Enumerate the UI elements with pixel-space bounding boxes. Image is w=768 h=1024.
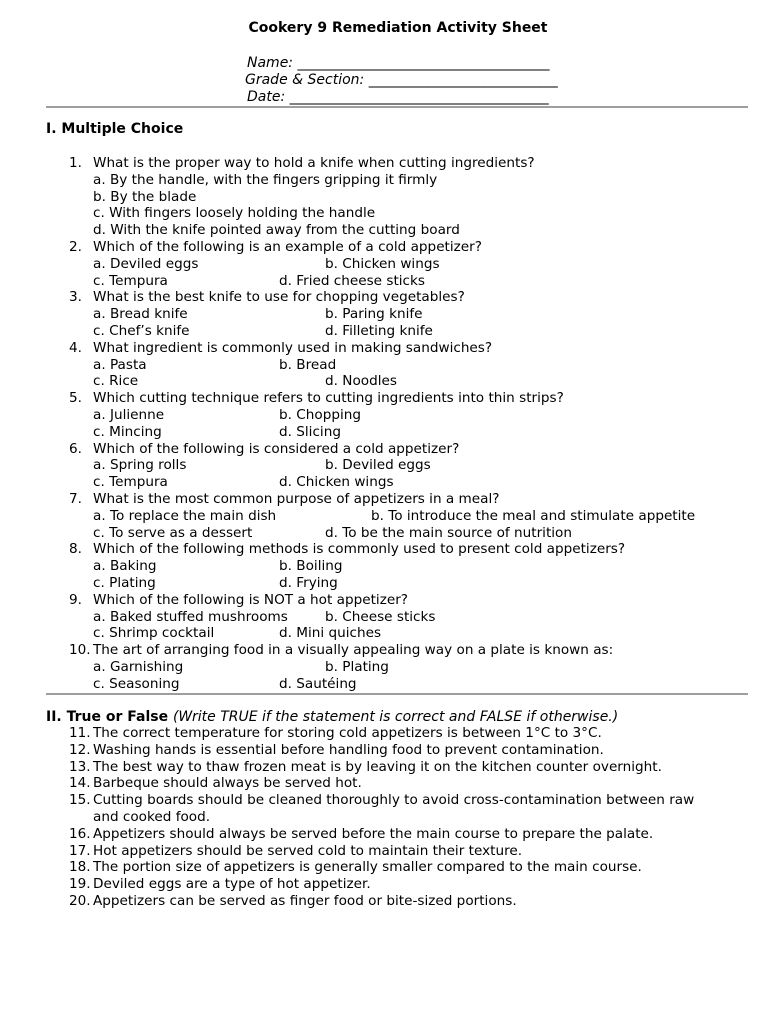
answer-option: a. Julienne (93, 407, 165, 423)
answer-option: a. Deviled eggs (93, 255, 199, 272)
answer-option: c. Shrimp cocktail (93, 625, 215, 642)
answer-option: a. Baking (93, 558, 157, 575)
question-number: 9. (69, 591, 82, 608)
answer-option: b. Bread (279, 356, 337, 373)
answer-option: d. To be the main source of nutrition (325, 524, 572, 541)
answer-option: a. Baked stuffed mushrooms (93, 608, 288, 625)
statement-number: 20. (69, 893, 91, 909)
answer-option: b. Chicken wings (325, 255, 440, 272)
answer-row (0, 306, 768, 323)
answer-row (0, 273, 768, 290)
grade-section-label: Grade & Section: (245, 72, 365, 88)
section-title-multiple-choice: I. Multiple Choice (46, 121, 184, 137)
statement-text: Barbeque should always be served hot. (93, 775, 362, 792)
answer-option: d. With the knife pointed away from the cutting board (93, 222, 460, 239)
answer-option: d. Frying (279, 575, 338, 591)
answer-option: b. By the blade (93, 188, 197, 205)
statement-item (0, 725, 768, 742)
answer-row (0, 457, 768, 474)
question-text: Which of the following is considered a cold appetizer? (93, 440, 460, 457)
answer-row (0, 508, 768, 525)
question-text: Which of the following methods is commonly used to present cold appetizers? (93, 541, 626, 558)
question-number: 1. (69, 155, 82, 171)
answer-option: b. Chopping (279, 407, 361, 423)
section-instruction: (Write TRUE if the statement is correct and FALSE if otherwise.) (172, 709, 619, 725)
answer-option: d. Filleting knife (325, 323, 433, 339)
question-item (0, 239, 768, 256)
question-item (0, 541, 768, 558)
question-text: The art of arranging food in a visually appealing way on a plate is known as: (93, 642, 614, 659)
statement-text: Appetizers can be served as finger food or bite-sized portions. (93, 893, 517, 909)
statement-text: The portion size of appetizers is generally smaller compared to the main course. (93, 859, 642, 876)
name-field (247, 55, 549, 71)
divider (46, 106, 748, 108)
answer-option: a. To replace the main dish (93, 507, 277, 524)
statement-item (0, 759, 768, 776)
question-number: 3. (69, 289, 82, 306)
answer-row (0, 323, 768, 340)
date-label: Date: (247, 89, 286, 105)
divider (46, 693, 748, 695)
statement-number: 15. (69, 792, 91, 809)
answer-option: b. Paring knife (325, 306, 423, 323)
question-text: What is the best knife to use for chopping vegetables? (93, 289, 465, 306)
section-title-true-false (46, 709, 618, 725)
statement-item (0, 775, 768, 792)
statement-text: Cutting boards should be cleaned thoroughly to avoid cross-contamination between raw (93, 792, 695, 809)
answer-row (0, 424, 768, 441)
answer-option: b. Cheese sticks (325, 608, 436, 625)
statement-item (0, 792, 768, 809)
question-text: What ingredient is commonly used in making sandwiches? (93, 339, 493, 356)
answer-option: b. Boiling (279, 558, 343, 575)
answer-option: d. Chicken wings (279, 474, 394, 491)
name-label: Name: (247, 55, 294, 71)
name-blank[interactable]: ____________________________________ (297, 55, 550, 71)
question-item (0, 642, 768, 659)
answer-option: d. Sautéing (279, 675, 357, 692)
question-number: 7. (69, 491, 82, 507)
statement-text: Deviled eggs are a type of hot appetizer. (93, 876, 371, 893)
statement-item (0, 742, 768, 759)
question-number: 6. (69, 440, 82, 457)
answer-row (0, 357, 768, 374)
statement-item (0, 876, 768, 893)
statement-number: 19. (69, 876, 91, 893)
answer-row (0, 575, 768, 592)
question-item (0, 390, 768, 407)
question-item (0, 340, 768, 357)
statement-text-continued: and cooked food. (93, 809, 211, 825)
answer-row (0, 676, 768, 693)
answer-option: a. Spring rolls (93, 457, 187, 474)
statement-number: 16. (69, 825, 91, 842)
question-text: What is the proper way to hold a knife when cutting ingredients? (93, 155, 535, 171)
statement-number: 18. (69, 859, 91, 876)
answer-option: c. Tempura (93, 272, 168, 289)
answer-row (0, 373, 768, 390)
answer-option: c. Chef’s knife (93, 323, 190, 339)
answer-option: c. To serve as a dessert (93, 524, 253, 541)
answer-row (0, 474, 768, 491)
answer-row (0, 407, 768, 424)
grade-section-blank[interactable]: ___________________________ (368, 72, 558, 88)
question-item (0, 441, 768, 458)
statement-number: 11. (69, 725, 91, 741)
statement-number: 17. (69, 842, 91, 859)
statement-text: The correct temperature for storing cold appetizers is between 1°C to 3°C. (93, 725, 602, 741)
answer-option: b. Plating (325, 659, 389, 675)
answer-option: c. Plating (93, 575, 156, 591)
statement-item (0, 826, 768, 843)
statement-number: 14. (69, 775, 91, 792)
answer-row (0, 659, 768, 676)
answer-option: a. Pasta (93, 356, 147, 373)
date-blank[interactable]: _____________________________________ (289, 89, 549, 105)
statement-item (0, 893, 768, 910)
section-title-label: II. True or False (46, 709, 169, 725)
statement-item (0, 843, 768, 860)
answer-option: d. Noodles (325, 373, 397, 390)
question-number: 10. (69, 642, 91, 659)
statement-number: 13. (69, 758, 91, 775)
answer-option: c. Mincing (93, 423, 162, 440)
question-text: What is the most common purpose of appetizers in a meal? (93, 491, 500, 507)
statement-text: Hot appetizers should be served cold to maintain their texture. (93, 842, 523, 859)
answer-row (0, 256, 768, 273)
answer-option: c. Tempura (93, 474, 168, 491)
answer-option: a. By the handle, with the fingers gripping it firmly (93, 171, 438, 188)
statement-text: Washing hands is essential before handling food to prevent contamination. (93, 741, 604, 758)
question-number: 8. (69, 541, 82, 558)
answer-option: a. Bread knife (93, 306, 188, 323)
question-text: Which cutting technique refers to cutting ingredients into thin strips? (93, 390, 564, 407)
answer-option: d. Slicing (279, 423, 341, 440)
question-item (0, 155, 768, 172)
answer-option: c. With fingers loosely holding the handle (93, 205, 376, 222)
statement-item (0, 859, 768, 876)
question-number: 2. (69, 239, 82, 255)
statement-text: The best way to thaw frozen meat is by leaving it on the kitchen counter overnight. (93, 758, 662, 775)
answer-row (0, 625, 768, 642)
answer-option: a. Garnishing (93, 659, 184, 675)
question-text: Which of the following is NOT a hot appetizer? (93, 591, 408, 608)
answer-row (0, 609, 768, 626)
answer-option: c. Seasoning (93, 675, 180, 692)
answer-option: b. Deviled eggs (325, 457, 431, 474)
answer-option: b. To introduce the meal and stimulate appetite (371, 507, 696, 524)
page-title: Cookery 9 Remediation Activity Sheet (248, 20, 548, 36)
answer-row (0, 558, 768, 575)
answer-option: d. Mini quiches (279, 625, 382, 642)
date-field (247, 89, 549, 105)
answer-option: d. Fried cheese sticks (279, 272, 425, 289)
question-item (0, 289, 768, 306)
statement-text: Appetizers should always be served before the main course to prepare the palate. (93, 825, 654, 842)
answer-option: c. Rice (93, 373, 139, 390)
question-text: Which of the following is an example of a cold appetizer? (93, 239, 482, 255)
question-number: 4. (69, 339, 82, 356)
question-item (0, 491, 768, 508)
grade-section-field (245, 72, 558, 88)
answer-row (0, 525, 768, 542)
question-item (0, 592, 768, 609)
statement-number: 12. (69, 741, 91, 758)
question-number: 5. (69, 390, 82, 407)
